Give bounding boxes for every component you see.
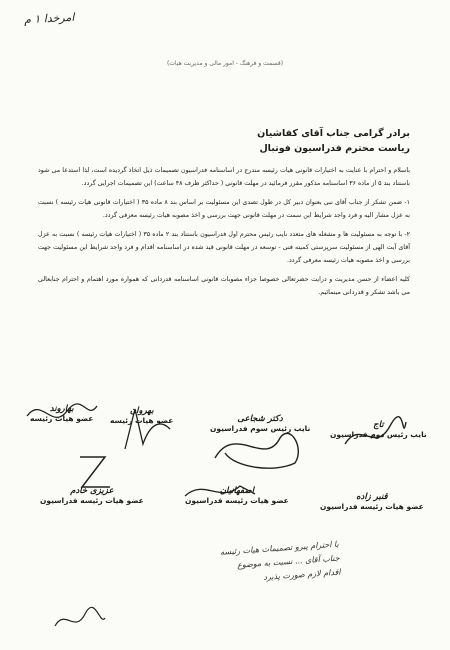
paragraph-closing: کلیه اعضاء از حسن مدیریت و درایت حضرتعالی خصوصا جزاء مصوبات قانونی اساسنامه قدردانی که همواره مورد اهتمام و احترام جنابعالی می باشد تشکر و قدردانی مینمائیم. <box>38 276 410 296</box>
paragraph-item-1: ۱- ضمن تشکر از جناب آقای نبی بعنوان دبیر کل در طول تصدی این مسئولیت بر اساس بند ۸ ماده ۳۵ ( اختیارات قانونی هیات رئیسه ) نسبت به عزل مشار الیه و فرد واجد شرایط این سمت در مهلت قانونی جهت بررسی و اخذ مصوبه هیات رئیسه معرفی گردد. <box>38 199 410 219</box>
signature-title: عضو هیات رئیسه <box>30 414 94 423</box>
salutation-line-2: ریاست محترم فدراسیون فوتبال <box>259 143 410 154</box>
signature-scribble-3 <box>115 404 175 454</box>
signature-scribble-1 <box>340 414 410 454</box>
paragraph-intro: باسلام و احترام با عنایت به اختیارات قانونی هیات رئیسه مندرج در اساسنامه فدراسیون تصمیمات ذیل اتخاذ گردیده است، لذا استدعا می شود باستناد بند ۵ از ماده ۳۶ اساسنامه مذکور مقرر فرمائید در مهلت قانونی ( حداکثر ظرف ۴۸ ساعت) این تصمیمات اجرایی گردد. <box>38 167 410 187</box>
signature-block-7 <box>320 492 424 511</box>
signature-title: نایب رئیس دوم فدراسیون <box>330 430 427 439</box>
note-line-1: با احترام پیرو تصمیمات هیات رئیسه <box>219 539 339 557</box>
note-signature-scribble <box>50 606 110 636</box>
salutation <box>257 128 410 158</box>
note-line-3: اقدام لازم صورت پذیرد <box>263 567 341 582</box>
signature-title: نایب رئیس سوم فدراسیون <box>210 424 311 433</box>
handwritten-note <box>39 538 341 601</box>
salutation-line-1: برادر گرامی جناب آقای کفاشیان <box>257 128 410 139</box>
top-handwritten-mark: امرخدا ۱ م <box>23 10 75 27</box>
signature-scribble-2 <box>205 418 315 473</box>
signature-name: دکتر شجاعی <box>237 414 283 424</box>
signature-scribble-6 <box>180 476 260 506</box>
signature-title: عضو هیات رئیسه فدراسیون <box>185 496 289 505</box>
signature-title: عضو هیات رئیسه <box>110 416 174 425</box>
signature-title: عضو هیات رئیسه فدراسیون <box>40 496 144 505</box>
note-line-2: جناب آقای ... نسبت به موضوع <box>236 553 340 570</box>
signature-name: تاج <box>373 420 384 430</box>
office-line: (قسمت و فرهنگ - امور مالی و مدیریت هیات) <box>166 60 284 67</box>
signature-scribble-4 <box>22 396 102 436</box>
signature-title: عضو هیات رئیسه فدراسیون <box>320 502 424 511</box>
paragraph-item-2: ۲- با توجه به مسئولیت ها و مشغله های متعدد نایب رئیس محترم اول فدراسیون باستناد بند ۲ ماده ۳۵ ( اختیارات هیات رئیسه ) نسبت به عزل آقای آیت الهی از مسئولیت سرپرستی کمیته فنی - توسعه در مهلت قانونی قید شده در اساسنامه اقدام و فرد واجد شرایط این مسئولیت جهت بررسی و اخذ مصوبه هیات رئیسه معرفی گردد. <box>38 231 410 264</box>
signature-scribble-5 <box>70 452 120 492</box>
signature-name: قنبر زاده <box>356 492 388 502</box>
signature-name: اصفهانیان <box>219 486 254 496</box>
signature-name: بهاروند <box>49 404 74 414</box>
letter-body <box>38 164 410 305</box>
signature-name: عزیزی خادم <box>70 486 114 496</box>
signature-name: بهروان <box>129 406 154 416</box>
